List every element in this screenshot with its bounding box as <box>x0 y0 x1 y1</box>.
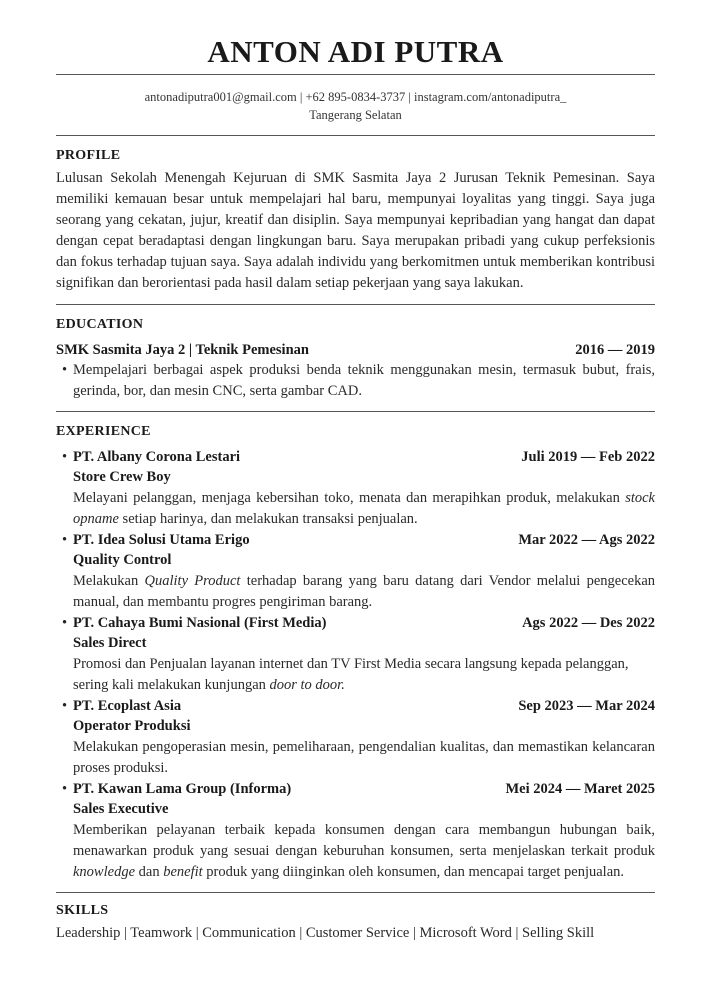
contact-block <box>56 75 655 135</box>
job-period: Ags 2022 — Des 2022 <box>522 615 655 631</box>
company-name: PT. Cahaya Bumi Nasional (First Media) <box>73 615 327 631</box>
job-header <box>73 613 655 633</box>
job-header <box>73 779 655 799</box>
bullet-icon: • <box>62 449 68 465</box>
company-name: PT. Albany Corona Lestari <box>73 449 241 465</box>
bullet-icon: • <box>62 615 68 631</box>
job-header <box>73 696 655 716</box>
list-item <box>56 360 655 402</box>
job-description: Melakukan pengoperasian mesin, pemeliharaan, pengendalian kualitas, dan memastikan kelancaran proses produksi. <box>73 739 655 776</box>
bullet-icon: • <box>62 362 68 378</box>
list-item <box>56 696 655 779</box>
location-line: Tangerang Selatan <box>309 108 402 122</box>
skills-list: Leadership | Teamwork | Communication | Customer Service | Microsoft Word | Selling Skill <box>56 925 595 941</box>
profile-text: Lulusan Sekolah Menengah Kejuruan di SMK Sasmita Jaya 2 Jurusan Teknik Pemesinan. Saya memiliki kemauan besar untuk mempelajari hal baru, mempunyai loyalitas yang tinggi. Saya juga seorang yang cekatan, jujur, kreatif dan disiplin. Saya mempunyai kepribadian yang hangat dan dapat dengan cepat beradaptasi dengan lingkungan baru. Saya merupakan pribadi yang cukup perfeksionis dan fokus terhadap tujuan saya. Saya adalah individu yang berkomitmen untuk memberikan kontribusi signifikan dan berorientasi pada hasil dalam setiap pekerjaan yang saya lakukan. <box>56 170 655 291</box>
job-description: Memberikan pelayanan terbaik kepada konsumen dengan cara membangun hubungan baik, menawarkan produk yang sesuai dengan keburuhan konsumen, serta menjelaskan terkait produk knowledge dan benefit produk yang diinginkan oleh konsumen, dan mencapai target penjualan. <box>73 822 655 880</box>
job-header <box>73 447 655 467</box>
bullet-icon: • <box>62 781 68 797</box>
job-role: Store Crew Boy <box>73 469 171 485</box>
experience-list <box>56 447 655 883</box>
education-period: 2016 — 2019 <box>575 342 655 358</box>
job-period: Mar 2022 — Ags 2022 <box>518 532 655 548</box>
job-role: Sales Executive <box>73 801 169 817</box>
company-name: PT. Idea Solusi Utama Erigo <box>73 532 250 548</box>
job-header <box>73 530 655 550</box>
skills-title: SKILLS <box>56 903 109 918</box>
education-title: EDUCATION <box>56 317 144 332</box>
job-description: Melayani pelanggan, menjaga kebersihan toko, menata dan merapihkan produk, melakukan stock opname setiap harinya, dan melakukan transaksi penjualan. <box>73 490 655 527</box>
education-row <box>56 340 655 360</box>
job-description: Promosi dan Penjualan layanan internet dan TV First Media secara langsung kepada pelanggan, sering kali melakukan kunjungan door to door. <box>73 656 629 693</box>
job-period: Sep 2023 — Mar 2024 <box>518 698 655 714</box>
job-period: Mei 2024 — Maret 2025 <box>505 781 655 797</box>
job-role: Quality Control <box>73 552 172 568</box>
school-name: SMK Sasmita Jaya 2 | Teknik Pemesinan <box>56 342 309 358</box>
candidate-name: ANTON ADI PUTRA <box>207 34 504 69</box>
profile-title: PROFILE <box>56 148 121 163</box>
company-name: PT. Kawan Lama Group (Informa) <box>73 781 292 797</box>
experience-title: EXPERIENCE <box>56 424 151 439</box>
list-item <box>56 530 655 613</box>
company-name: PT. Ecoplast Asia <box>73 698 182 714</box>
experience-section <box>56 412 655 892</box>
job-period: Juli 2019 — Feb 2022 <box>521 449 655 465</box>
profile-section <box>56 136 655 304</box>
job-description: Melakukan Quality Product terhadap barang yang baru datang dari Vendor melalui pengecekan manual, dan membantu progres pengiriman barang. <box>73 573 656 610</box>
skills-section <box>56 893 655 951</box>
job-role: Sales Direct <box>73 635 147 651</box>
bullet-icon: • <box>62 532 68 548</box>
list-item <box>56 613 655 696</box>
list-item <box>56 447 655 530</box>
list-item <box>56 779 655 883</box>
contact-line: antonadiputra001@gmail.com | +62 895-0834-3737 | instagram.com/antonadiputra_ <box>144 90 567 104</box>
education-bullets <box>56 360 655 402</box>
job-role: Operator Produksi <box>73 718 191 734</box>
education-section <box>56 305 655 411</box>
education-bullet-text: Mempelajari berbagai aspek produksi benda teknik menggunakan mesin, termasuk bubut, frais, gerinda, bor, dan mesin CNC, serta gambar CAD. <box>73 362 655 399</box>
bullet-icon: • <box>62 698 68 714</box>
